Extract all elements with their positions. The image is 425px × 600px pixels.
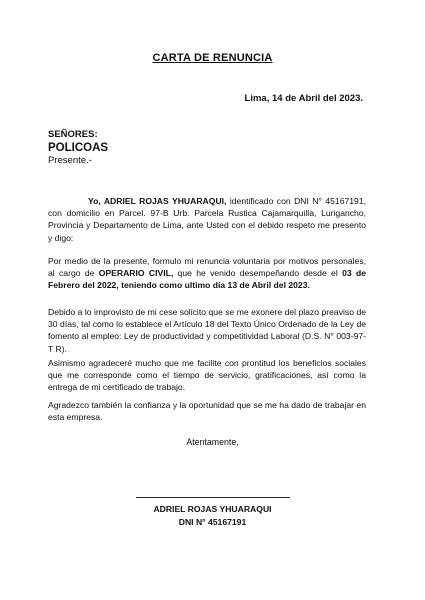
paragraph-resignation xyxy=(48,255,366,292)
signature-dni: DNI N° 45167191 xyxy=(178,517,247,527)
closing-text: Atentamente, xyxy=(186,437,239,447)
addressee-company: POLICOAS xyxy=(48,142,109,154)
job-role: OPERARIO CIVIL, xyxy=(98,268,174,279)
employment-dates: 03 de Febrero del 2022, teniendo como ultimo día 13 de Abril del 2023. xyxy=(48,268,366,291)
paragraph-introduction xyxy=(48,195,366,244)
addressee-presente: Presente.- xyxy=(48,155,92,166)
introduction-text: identificado con DNI N° 45167191, con domicilio en Parcel. 97-B Urb. Parcela Rustica Cajamarquilla, Lurigancho, Provincia y Departamento de Lima, ante Usted con el debido respeto me presento y digo: xyxy=(48,196,366,243)
resignation-text-a: Por medio de la presente, formulo mi renuncia voluntaria por motivos personales, al cargo de xyxy=(48,256,366,279)
paragraph-gratitude: Agradezco también la confianza y la oportunidad que se me ha dado de trabajar en esta empresa. xyxy=(48,400,366,423)
paragraph-notice-waiver: Debido a lo improvisto de mi cese solicito que se me exonere del plazo preaviso de 30 días, tal como lo establece el Artículo 18 del Texto Único Ordenado de la Ley de fomento al empleo: Ley de productividad y competitividad Laboral (D.S. N° 003-97-T R). xyxy=(48,307,366,354)
signature-name: ADRIEL ROJAS YHUARAQUI xyxy=(153,504,272,514)
author-name-inline: Yo, ADRIEL ROJAS YHUARAQUI, xyxy=(88,196,227,206)
document-title: CARTA DE RENUNCIA xyxy=(152,52,273,64)
letter-date: Lima, 14 de Abril del 2023. xyxy=(244,93,363,104)
addressee-block xyxy=(48,129,108,166)
paragraph-benefits: Asimismo agradeceré mucho que me facilite con prontitud los beneficios sociales que me corresponde como el tiempo de servicio, gratificaciones, así como la entrega de mi certificado de trabajo. xyxy=(48,358,366,393)
signature-line xyxy=(136,497,290,498)
resignation-text-b: que he venido desempeñando desde el xyxy=(173,268,343,279)
addressee-salutation: SEÑORES: xyxy=(48,129,98,140)
